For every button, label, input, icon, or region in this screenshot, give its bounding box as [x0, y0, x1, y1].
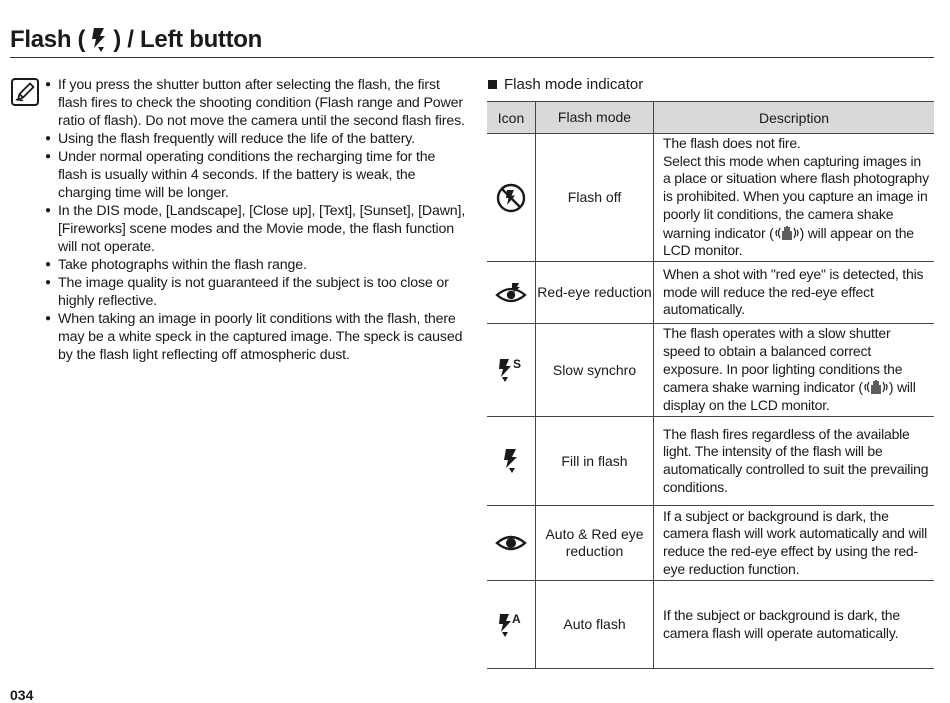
note-item: ● Using the flash frequently will reduce the life of the battery.: [46, 130, 466, 148]
mode-description: If a subject or background is dark, the camera flash will work automatically and will reduce the red-eye effect by using the red-eye reduction function.: [654, 506, 935, 581]
note-item: ● Under normal operating conditions the recharging time for the flash is usually within 4 seconds. If the battery is weak, the charging time will be longer.: [46, 148, 466, 202]
table-row: [487, 506, 934, 581]
mode-description: The flash operates with a slow shutter speed to obtain a balanced correct exposure. In poor lighting conditions the camera shake warning indicator ( ) will display on the LCD monitor.: [654, 324, 935, 417]
mode-name: Flash off: [536, 134, 654, 262]
mode-name: Fill in flash: [536, 417, 654, 506]
table-row: [487, 324, 934, 417]
table-row: [487, 134, 934, 262]
auto-red-eye-icon: [495, 533, 527, 553]
mode-description: The flash fires regardless of the available light. The intensity of the flash will be automatically controlled to suit the prevailing conditions.: [654, 417, 935, 506]
mode-name: Auto flash: [536, 581, 654, 669]
mode-name: Slow synchro: [536, 324, 654, 417]
title-suffix: ) / Left button: [113, 26, 263, 53]
notes-list: [46, 76, 466, 364]
mode-description: When a shot with "red eye" is detected, this mode will reduce the red-eye effect automatically.: [654, 262, 935, 324]
note-item: ● If you press the shutter button after selecting the flash, the first flash fires to check the shooting condition (Flash range and Power ratio of flash). Do not move the camera until the second flash fires.: [46, 76, 466, 130]
note-item: ● Take photographs within the flash range.: [46, 256, 466, 274]
camera-shake-icon: [774, 224, 800, 241]
mode-description: The flash does not fire. Select this mode when capturing images in a place or situation where flash photography is prohibited. When you capture an image in poorly lit conditions, the camera shake warning indicator ( ) will appear on the LCD monitor.: [654, 134, 935, 262]
flash-off-icon: [496, 183, 526, 213]
mode-description: If the subject or background is dark, the camera flash will operate automatically.: [654, 581, 935, 669]
note-item: ● When taking an image in poorly lit conditions with the flash, there may be a white speck in the captured image. The speck is caused by the flash light reflecting off atmospheric dust.: [46, 310, 466, 364]
fill-in-flash-icon: [501, 447, 521, 475]
camera-shake-icon: [863, 378, 889, 395]
note-item: ● The image quality is not guaranteed if the subject is too close or highly reflective.: [46, 274, 466, 310]
svg-text:A: A: [512, 611, 521, 626]
page-number: 034: [10, 687, 34, 703]
section-heading-text: Flash mode indicator: [504, 76, 644, 93]
col-header-icon: Icon: [487, 102, 536, 134]
table-row: [487, 262, 934, 324]
flash-icon: [88, 27, 110, 53]
title-prefix: Flash (: [10, 26, 86, 53]
page-title: [10, 26, 262, 54]
slow-synchro-icon: [496, 356, 526, 384]
mode-name: Red-eye reduction: [536, 262, 654, 324]
square-bullet-icon: [488, 80, 497, 89]
svg-text:S: S: [513, 357, 522, 371]
table-row: [487, 417, 934, 506]
mode-name: Auto & Red eye reduction: [536, 506, 654, 581]
note-item: ● In the DIS mode, [Landscape], [Close up], [Text], [Sunset], [Dawn], [Fireworks] scene modes and the Movie mode, the flash function will not operate.: [46, 202, 466, 256]
flash-mode-table: [487, 101, 934, 669]
table-row: [487, 581, 934, 669]
col-header-desc: Description: [654, 102, 935, 134]
table-header-row: [487, 102, 934, 134]
col-header-mode: Flash mode: [536, 102, 654, 134]
title-divider: [10, 57, 934, 58]
red-eye-reduction-icon: [495, 282, 527, 304]
note-pencil-icon: [11, 78, 39, 106]
section-heading: [488, 76, 643, 93]
auto-flash-icon: [496, 611, 526, 639]
